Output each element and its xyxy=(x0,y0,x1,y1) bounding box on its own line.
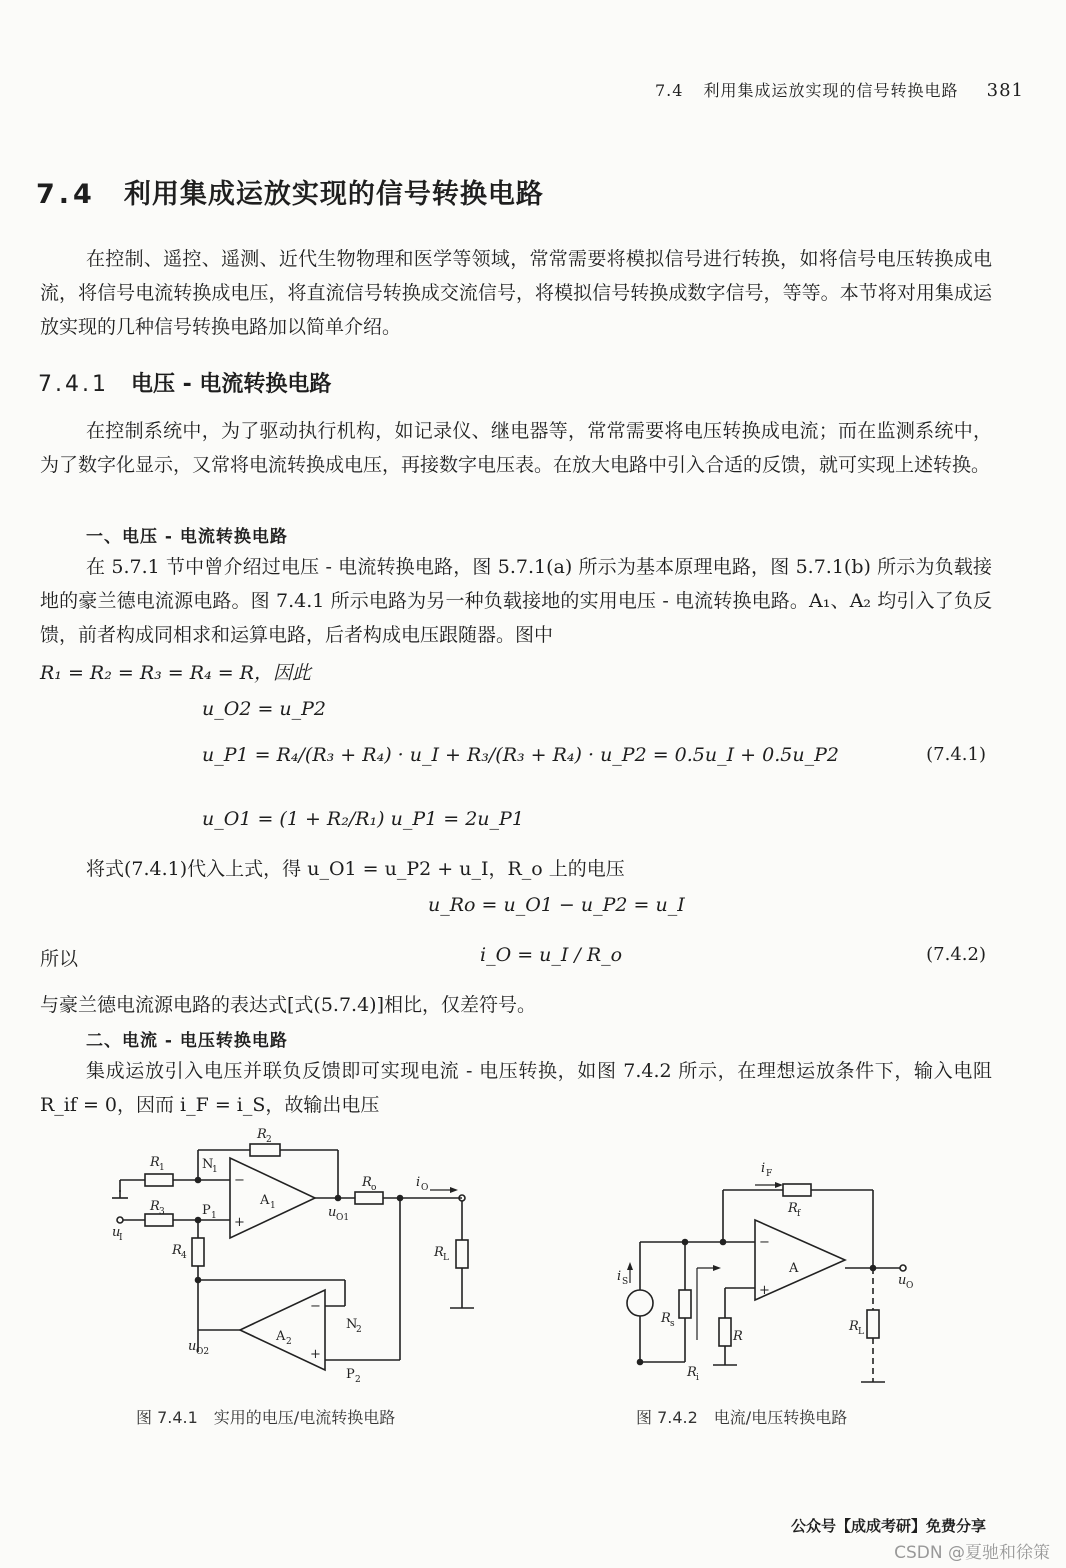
svg-text:u: u xyxy=(898,1273,907,1288)
section-number: 7.4 xyxy=(36,179,96,210)
resistor-r1 xyxy=(145,1174,173,1186)
part2-paragraph: 集成运放引入电压并联负反馈即可实现电流 - 电压转换，如图 7.4.2 所示，在理想运放条件下，输入电阻 R_if = 0，因而 i_F = i_S，故输出电压 xyxy=(40,1060,992,1116)
svg-text:R: R xyxy=(434,1245,444,1260)
svg-text:3: 3 xyxy=(159,1207,165,1217)
svg-text:L: L xyxy=(858,1327,864,1337)
svg-text:1: 1 xyxy=(159,1163,165,1173)
svg-text:i: i xyxy=(696,1373,699,1383)
figure-7-4-2-caption: 图 7.4.2 电流/电压转换电路 xyxy=(636,1408,848,1427)
resistor-rl2 xyxy=(867,1310,879,1338)
svg-text:o: o xyxy=(371,1183,377,1193)
svg-text:R: R xyxy=(172,1243,182,1258)
section-title: 利用集成运放实现的信号转换电路 xyxy=(123,179,544,210)
svg-text:R: R xyxy=(362,1175,372,1190)
subsection-title: 电压 - 电流转换电路 xyxy=(130,372,332,397)
svg-text:R: R xyxy=(257,1127,267,1142)
svg-text:+: + xyxy=(310,1347,321,1362)
svg-text:1: 1 xyxy=(211,1211,217,1221)
so-label: 所以 xyxy=(40,948,79,970)
footer-note: 公众号【成成考研】免费分享 xyxy=(790,1517,986,1535)
svg-text:R: R xyxy=(150,1155,160,1170)
comparison-line: 与豪兰德电流源电路的表达式[式(5.7.4)]相比，仅差符号。 xyxy=(40,994,536,1016)
equation-uo2: u_O2 = u_P2 xyxy=(202,698,327,720)
svg-text:A: A xyxy=(260,1193,270,1208)
subsection-number: 7.4.1 xyxy=(38,372,109,397)
section-heading xyxy=(36,172,544,211)
equation-uo1: u_O1 = (1 + R₂/R₁) u_P1 = 2u_P1 xyxy=(202,808,524,830)
svg-text:S: S xyxy=(622,1277,629,1287)
current-source xyxy=(627,1290,653,1316)
resistor-r2 xyxy=(250,1144,280,1156)
svg-text:O2: O2 xyxy=(196,1347,210,1357)
svg-text:i: i xyxy=(761,1161,766,1176)
svg-text:2: 2 xyxy=(286,1337,292,1347)
svg-text:F: F xyxy=(766,1169,773,1179)
equation-number-7-4-1: (7.4.1) xyxy=(926,744,986,765)
svg-text:−: − xyxy=(759,1235,770,1250)
svg-text:4: 4 xyxy=(181,1251,187,1261)
svg-text:P: P xyxy=(202,1203,211,1218)
svg-text:N: N xyxy=(346,1317,358,1332)
svg-text:u: u xyxy=(112,1225,121,1240)
part2-heading: 二、电流 - 电压转换电路 xyxy=(86,1031,288,1051)
svg-text:2: 2 xyxy=(355,1375,361,1385)
svg-text:R: R xyxy=(687,1365,697,1380)
svg-text:u: u xyxy=(188,1339,197,1354)
svg-text:O: O xyxy=(421,1183,429,1193)
svg-text:−: − xyxy=(310,1299,321,1314)
running-header-section: 7.4 xyxy=(654,81,684,100)
resistor-rf xyxy=(783,1184,811,1196)
svg-text:f: f xyxy=(797,1209,801,1219)
svg-text:1: 1 xyxy=(270,1201,276,1211)
svg-text:I: I xyxy=(119,1233,123,1243)
svg-text:−: − xyxy=(234,1173,245,1188)
resistor-r xyxy=(719,1318,731,1346)
svg-text:O: O xyxy=(906,1281,914,1291)
svg-text:O1: O1 xyxy=(336,1213,350,1223)
svg-text:R: R xyxy=(661,1311,671,1326)
resistor-condition: R₁ = R₂ = R₃ = R₄ = R，因此 xyxy=(40,662,311,684)
svg-text:2: 2 xyxy=(356,1325,362,1335)
svg-text:i: i xyxy=(617,1269,622,1284)
equation-number-7-4-2: (7.4.2) xyxy=(926,944,986,965)
svg-text:2: 2 xyxy=(266,1135,272,1145)
svg-text:s: s xyxy=(670,1319,675,1329)
resistor-rs xyxy=(679,1290,691,1318)
svg-text:R: R xyxy=(733,1329,743,1344)
resistor-ro xyxy=(355,1192,383,1204)
watermark: CSDN @夏驰和徐策 xyxy=(894,1543,1050,1563)
running-header-title: 利用集成运放实现的信号转换电路 xyxy=(703,81,959,100)
svg-text:R: R xyxy=(788,1201,798,1216)
svg-text:A: A xyxy=(789,1261,799,1276)
svg-text:u: u xyxy=(328,1205,337,1220)
svg-text:L: L xyxy=(443,1253,449,1263)
svg-text:R: R xyxy=(150,1199,160,1214)
svg-text:1: 1 xyxy=(212,1165,218,1175)
part1-heading: 一、电压 - 电流转换电路 xyxy=(86,527,288,547)
equation-up1: u_P1 = R₄/(R₃ + R₄) · u_I + R₃/(R₃ + R₄) · u_P2 = 0.5u_I + 0.5u_P2 xyxy=(202,744,839,766)
equation-uro: u_Ro = u_O1 − u_P2 = u_I xyxy=(428,894,685,916)
figure-7-4-1-caption: 图 7.4.1 实用的电压/电流转换电路 xyxy=(136,1408,396,1427)
running-header xyxy=(655,78,1024,101)
equation-io: i_O = u_I / R_o xyxy=(480,944,623,966)
figure-7-4-1-circuit xyxy=(100,1120,500,1390)
resistor-r4 xyxy=(192,1238,204,1266)
subsection-intro-paragraph: 在控制系统中，为了驱动执行机构，如记录仪、继电器等，常常需要将电压转换成电流；而在监测系统中，为了数字化显示，又常将电流转换成电压，再接数字电压表。在放大电路中引入合适的反馈，就可实现上述转换。 xyxy=(40,420,992,476)
svg-text:+: + xyxy=(759,1283,770,1298)
part1-paragraph: 在 5.7.1 节中曾介绍过电压 - 电流转换电路，图 5.7.1(a) 所示为基本原理电路，图 5.7.1(b) 所示为负载接地的豪兰德电流源电路。图 7.4.1 所示电路为另一种负载接地的实用电压 - 电流转换电路。A₁、A₂ 均引入了负反馈，前者构成同相求和运算电路，后者构成电压跟随器。图中 xyxy=(40,556,992,646)
svg-text:A: A xyxy=(276,1329,286,1344)
svg-text:i: i xyxy=(416,1175,421,1190)
subsection-heading xyxy=(38,367,331,398)
substitution-line: 将式(7.4.1)代入上式，得 u_O1 = u_P2 + u_I，R_o 上的电压 xyxy=(86,858,625,880)
svg-text:+: + xyxy=(234,1215,245,1230)
figure-7-4-2-circuit xyxy=(605,1150,935,1390)
svg-text:P: P xyxy=(346,1367,355,1382)
page-number: 381 xyxy=(986,80,1024,101)
svg-text:R: R xyxy=(849,1319,859,1334)
intro-paragraph: 在控制、遥控、遥测、近代生物物理和医学等领域，常常需要将模拟信号进行转换，如将信号电压转换成电流，将信号电流转换成电压，将直流信号转换成交流信号，将模拟信号转换成数字信号，等等。本节将对用集成运放实现的几种信号转换电路加以简单介绍。 xyxy=(40,248,992,338)
svg-text:N: N xyxy=(202,1157,214,1172)
resistor-rl xyxy=(456,1240,468,1268)
